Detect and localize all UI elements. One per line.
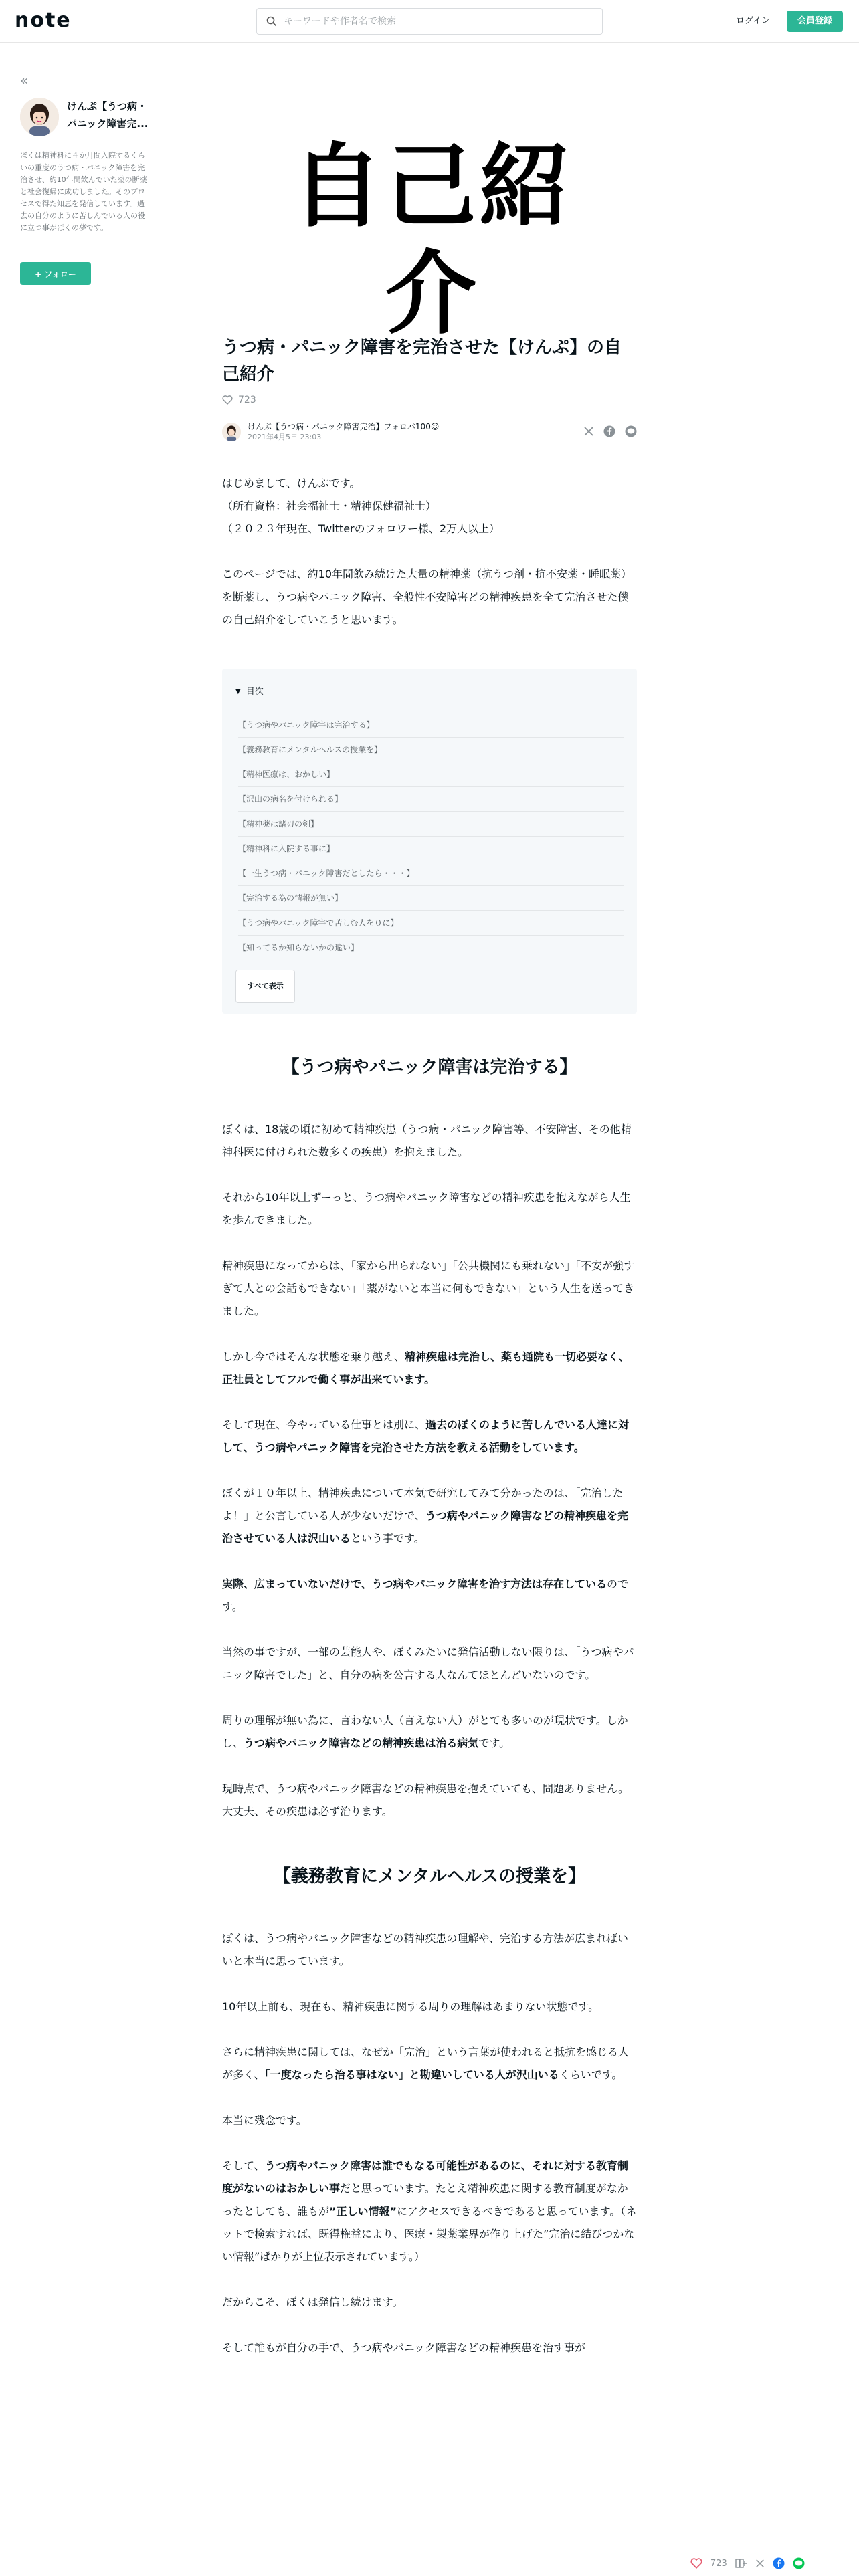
eyecatch-image: 自己紹介: [292, 134, 573, 347]
heart-icon[interactable]: [690, 2558, 702, 2569]
creator-card[interactable]: [20, 98, 154, 136]
creator-name[interactable]: けんぷ【うつ病・パニック障害完...: [67, 100, 149, 130]
heart-icon[interactable]: [222, 395, 233, 405]
paragraph: さらに精神疾患に関しては、なぜか「完治」という言葉が使われると抵抗を感じる人が多く、「一度なったら治る事はない」と勘違いしている人が沢山いるくらいです。: [222, 2046, 630, 2081]
creator-bio: ぼくは精神科に４か月間入院するくらいの重度のうつ病・パニック障害を完治させ、約10年間飲んでいた薬の断薬と社会復帰に成功しました。そのプロセスで得た知恵を発信しています。過去の自分のように苦しんでいる人の役に立つ事がぼくの夢です。: [20, 151, 147, 232]
article-body: [222, 472, 637, 2359]
toc-item[interactable]: 【一生うつ病・パニック障害だとしたら・・・】: [238, 861, 624, 886]
toc-item[interactable]: 【精神科に入院する事に】: [238, 837, 624, 861]
publish-date: 2021年4月5日 23:03: [248, 433, 322, 441]
search-input[interactable]: [284, 16, 578, 27]
line-share-icon[interactable]: [625, 425, 637, 437]
article-title: うつ病・パニック障害を完治させた【けんぷ】の自己紹介: [222, 338, 622, 385]
toc-item[interactable]: 【完治する為の情報が無い】: [238, 886, 624, 911]
floating-action-bar: [690, 2551, 859, 2576]
paragraph: ぼくが１０年以上、精神疾患について本気で研究してみて分かったのは、「完治したよ！」と公言している人が少ないだけで、うつ病やパニック障害などの精神疾患を完治させている人は沢山いるという事です。: [222, 1487, 629, 1545]
toc-item[interactable]: 【うつ病やパニック障害は完治する】: [238, 713, 624, 738]
facebook-share-icon[interactable]: [603, 425, 615, 437]
section-heading: 【義務教育にメンタルヘルスの授業を】: [273, 1866, 586, 1887]
author-name[interactable]: けんぷ【うつ病・パニック障害完治】フォロバ100☺: [248, 422, 440, 431]
line-share-icon[interactable]: [793, 2557, 805, 2569]
toc-item[interactable]: 【うつ病やパニック障害で苦しむ人を０に】: [238, 911, 624, 936]
magazine-add-icon[interactable]: [735, 2558, 747, 2569]
like-count-value: 723: [238, 395, 256, 405]
toc-item[interactable]: 【知ってるか知らないかの違い】: [238, 936, 624, 960]
toc-item[interactable]: 【義務教育にメンタルヘルスの授業を】: [238, 738, 624, 762]
paragraph: 当然の事ですが、一部の芸能人や、ぼくみたいに発信活動しない限りは、「うつ病やパニック障害でした」と、自分の病を公言する人なんてほとんどいないのです。: [222, 1646, 634, 1681]
intro-line-2: （所有資格：社会福祉士・精神保健福祉士）: [222, 500, 437, 512]
paragraph: それから10年以上ずーっと、うつ病やパニック障害などの精神疾患を抱えながら人生を歩んできました。: [222, 1191, 631, 1226]
login-button[interactable]: ログイン: [736, 16, 771, 26]
paragraph: 周りの理解が無い為に、言わない人（言えない人）がとても多いのが現状です。しかし、うつ病やパニック障害などの精神疾患は治る病気です。: [222, 1714, 628, 1749]
paragraph: 本当に残念です。: [222, 2114, 307, 2127]
intro-paragraph: このページでは、約10年間飲み続けた大量の精神薬（抗うつ剤・抗不安薬・睡眠薬）を断薬し、うつ病やパニック障害、全般性不安障害どの精神疾患を全て完治させた僕の自己紹介をしていこうと思います。: [222, 568, 632, 626]
search-icon: [266, 16, 277, 27]
paragraph: 精神疾患になってからは、「家から出られない」「公共機関にも乗れない」「不安が強すぎて人との会話もできない」「薬がないと本当に何もできない」という人生を送ってきました。: [222, 1259, 635, 1317]
author-avatar[interactable]: [222, 423, 241, 441]
toc-heading: 目次: [246, 687, 264, 697]
paragraph: そして現在、今やっている仕事とは別に、過去のぼくのように苦しんでいる人達に対して、うつ病やパニック障害を完治させた方法を教える活動をしています。: [222, 1418, 630, 1454]
section-heading: 【うつ病やパニック障害は完治する】: [282, 1057, 577, 1077]
intro-line-1: はじめまして、けんぷです。: [222, 477, 361, 490]
toc-collapse-icon: ▼: [235, 688, 241, 695]
toc-item[interactable]: 【沢山の病名を付けられる】: [238, 787, 624, 812]
creator-avatar[interactable]: [20, 98, 59, 136]
follow-button[interactable]: + フォロー: [20, 262, 91, 285]
author-row: [222, 419, 637, 445]
x-share-icon[interactable]: [755, 2559, 765, 2568]
paragraph: 10年以上前も、現在も、精神疾患に関する周りの理解はあまりない状態です。: [222, 2000, 599, 2013]
note-logo[interactable]: note: [15, 9, 72, 32]
paragraph: そして、うつ病やパニック障害は誰でもなる可能性があるのに、それに対する教育制度がないのはおかしい事だと思っています。たとえ精神疾患に関する教育制度がなかったとしても、誰もが”正しい情報”にアクセスできるべきであると思っています。（ネットで検索すれば、既得権益により、医療・製薬業界が作り上げた”完治に結びつかない情報”ばかりが上位表示されています。）: [222, 2159, 637, 2263]
paragraph: ぼくは、18歳の頃に初めて精神疾患（うつ病・パニック障害等、不安障害、その他精神科医に付けられた数多くの疾患）を抱えました。: [222, 1123, 632, 1158]
global-header: [0, 0, 859, 43]
toc-list: [238, 713, 624, 960]
search-box[interactable]: [256, 8, 603, 35]
toc-item[interactable]: 【精神医療は、おかしい】: [238, 762, 624, 787]
share-buttons: [583, 425, 637, 437]
paragraph: 現時点で、うつ病やパニック障害などの精神疾患を抱えていても、問題ありません。大丈夫、その疾患は必ず治ります。: [222, 1782, 630, 1818]
paragraph: ぼくは、うつ病やパニック障害などの精神疾患の理解や、完治する方法が広まればいいと本当に思っています。: [222, 1932, 629, 1967]
paragraph: 実際、広まっていないだけで、うつ病やパニック障害を治す方法は存在しているのです。: [222, 1578, 629, 1613]
intro-line-3: （２０２３年現在、Twitterのフォロワー様、2万人以上）: [222, 522, 500, 535]
article: [222, 334, 637, 2382]
like-count[interactable]: [222, 395, 637, 405]
paragraph: しかし今ではそんな状態を乗り越え、精神疾患は完治し、薬も通院も一切必要なく、正社員としてフルで働く事が出来ています。: [222, 1350, 630, 1386]
toc-show-all-button[interactable]: すべて表示: [235, 970, 295, 1003]
bottom-like-count: 723: [710, 2558, 727, 2569]
facebook-share-icon[interactable]: [773, 2557, 785, 2569]
toc-item[interactable]: 【精神薬は諸刃の剣】: [238, 812, 624, 837]
table-of-contents: [222, 669, 637, 1014]
toc-toggle[interactable]: [235, 681, 624, 704]
paragraph: そして誰もが自分の手で、うつ病やパニック障害などの精神疾患を治す事が: [222, 2341, 586, 2354]
collapse-sidebar-icon[interactable]: «: [20, 72, 29, 88]
paragraph: だからこそ、ぼくは発信し続けます。: [222, 2296, 403, 2309]
signup-button[interactable]: 会員登録: [787, 11, 843, 32]
x-share-icon[interactable]: [583, 426, 594, 437]
